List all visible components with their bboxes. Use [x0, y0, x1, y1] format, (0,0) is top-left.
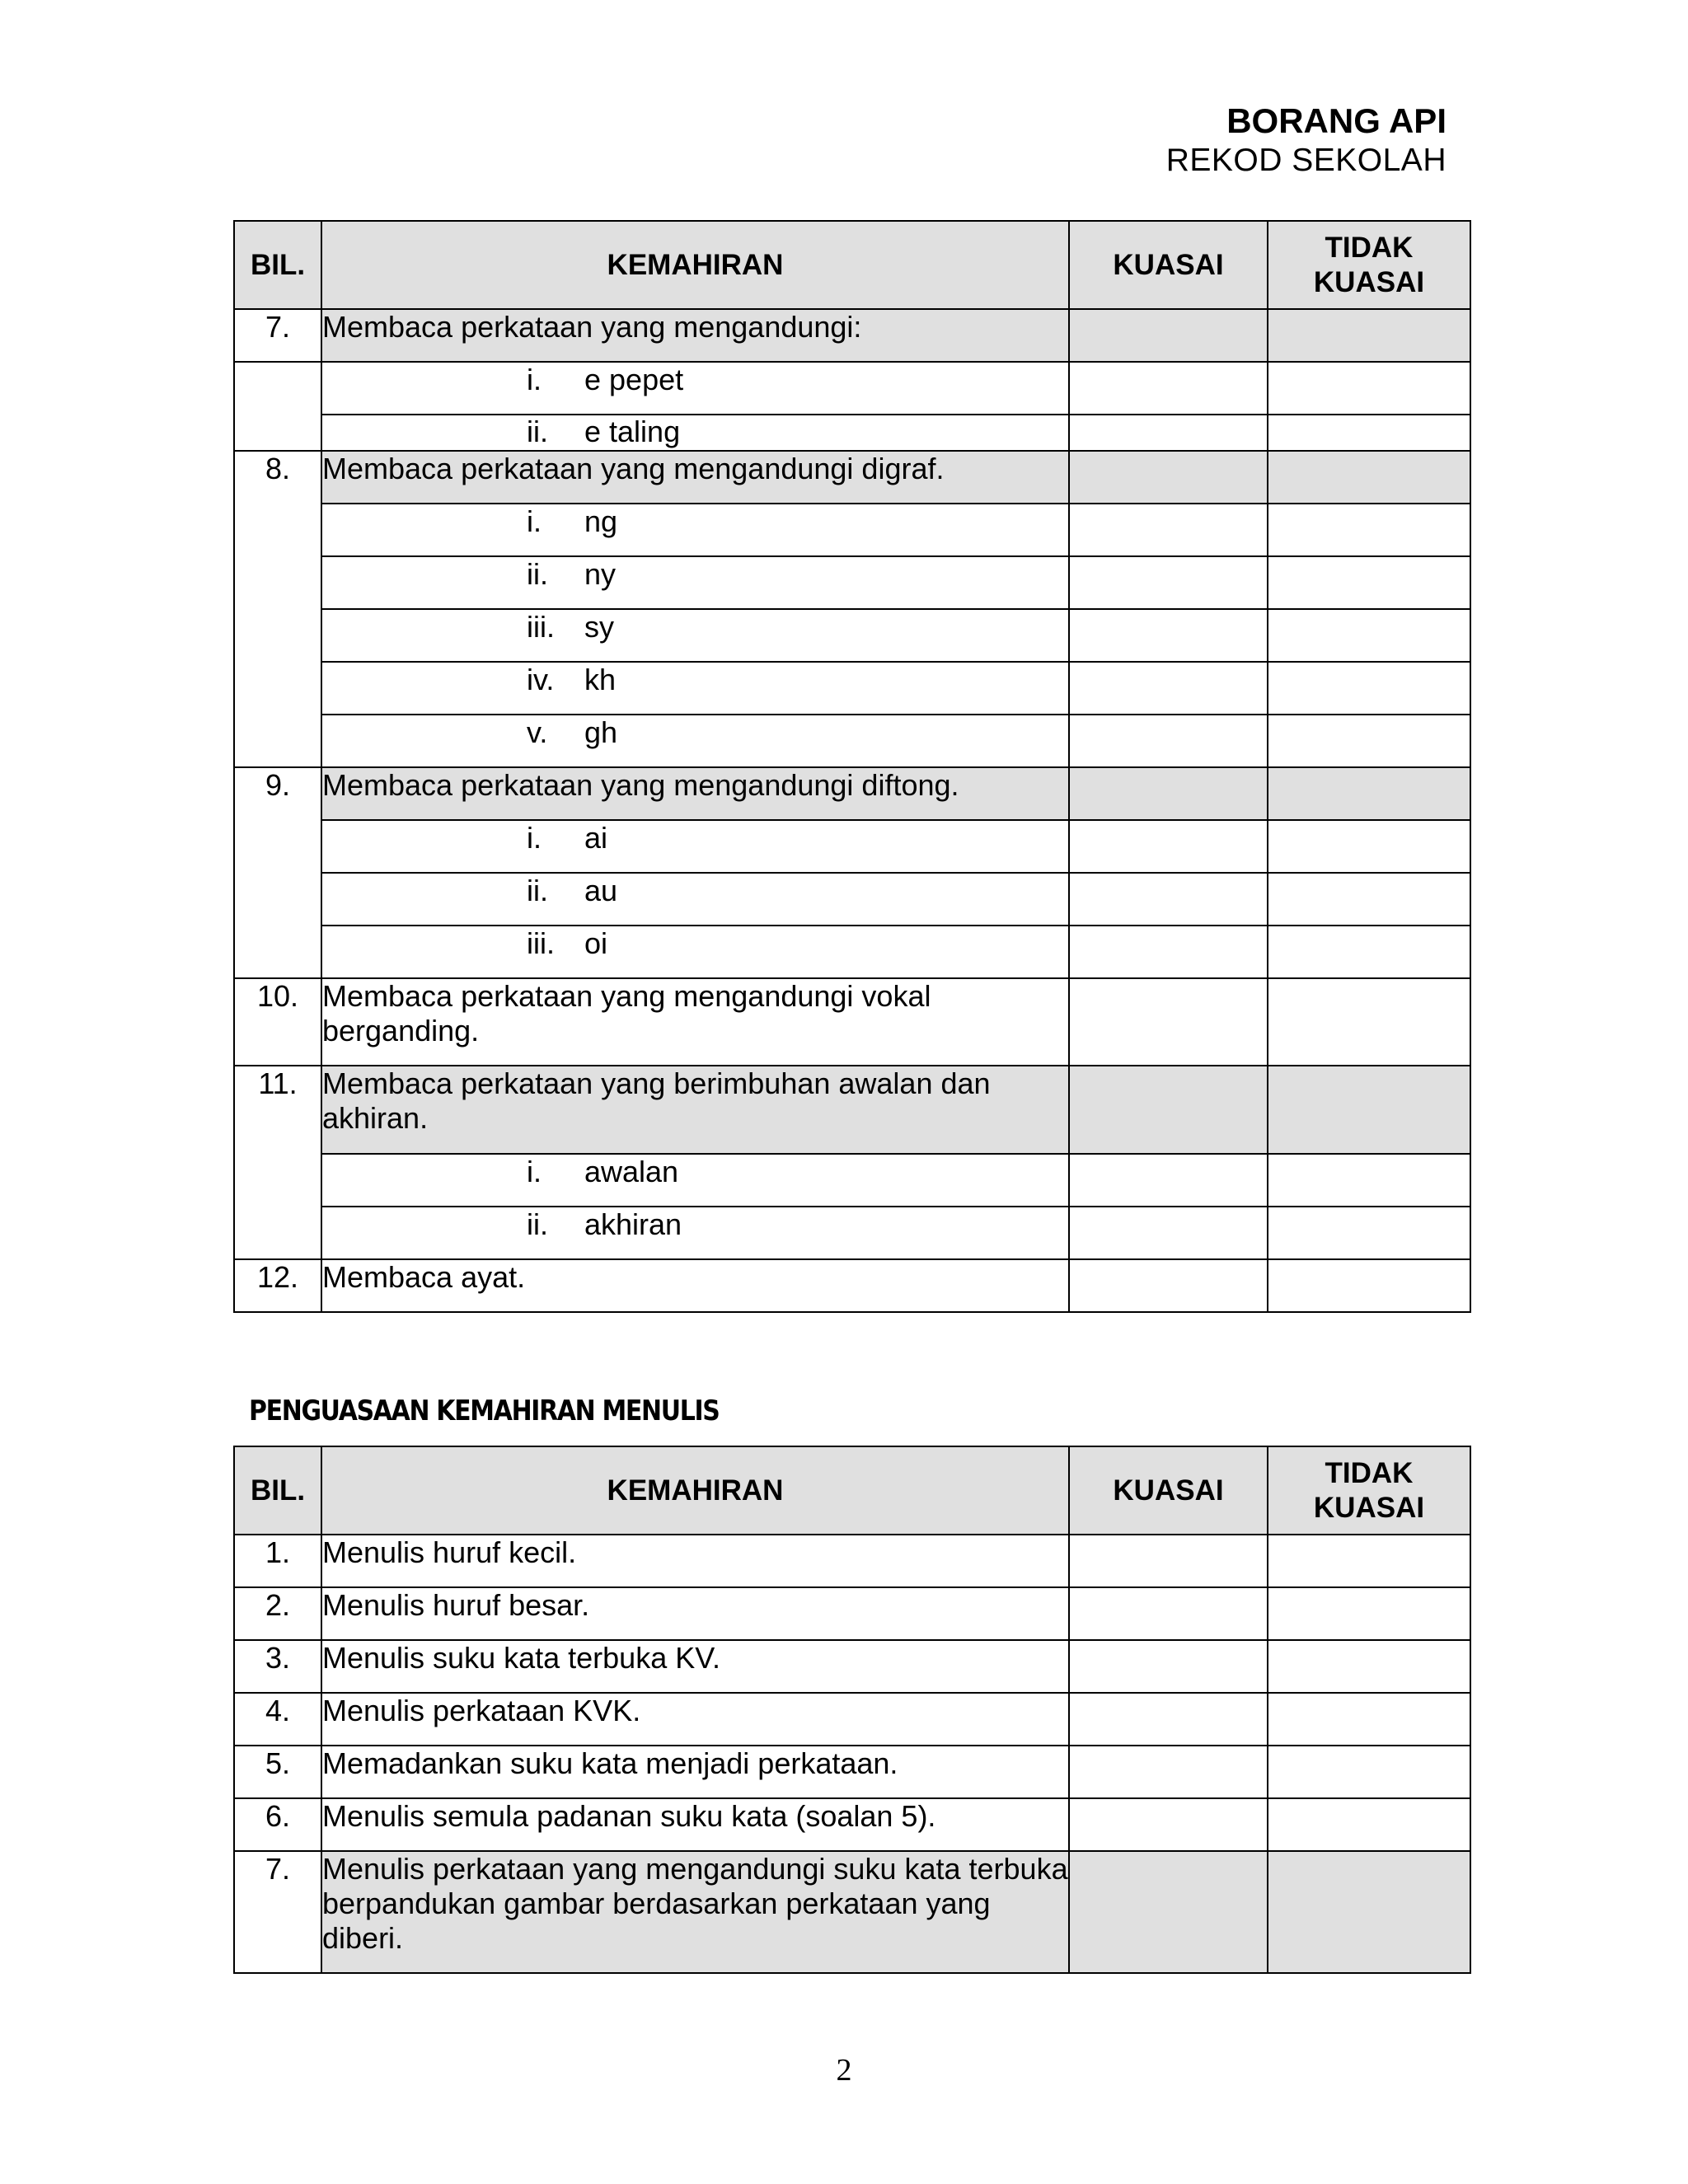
tidak-kuasai-checkbox-cell[interactable] [1268, 609, 1470, 662]
kuasai-checkbox-cell[interactable] [1069, 1587, 1268, 1640]
tidak-kuasai-checkbox-cell[interactable] [1268, 415, 1470, 451]
table-row [234, 362, 1470, 415]
table-header-row [234, 221, 1470, 309]
kuasai-checkbox-cell[interactable] [1069, 1154, 1268, 1207]
skill-text: Membaca perkataan yang mengandungi: [321, 309, 1069, 362]
sub-skill [321, 1154, 1069, 1207]
kuasai-checkbox-cell[interactable] [1069, 715, 1268, 767]
kuasai-checkbox-cell[interactable] [1069, 1798, 1268, 1851]
page-number: 2 [836, 2053, 852, 2088]
row-number-empty [234, 362, 321, 451]
tidak-kuasai-checkbox-cell[interactable] [1268, 362, 1470, 415]
table-row [234, 1259, 1470, 1312]
kuasai-checkbox-cell[interactable] [1069, 926, 1268, 978]
header-kuasai: KUASAI [1069, 221, 1268, 309]
sub-roman: i. [527, 363, 542, 396]
kuasai-checkbox-cell[interactable] [1069, 1640, 1268, 1693]
sub-text: ng [584, 504, 618, 538]
sub-roman: iii. [527, 926, 555, 960]
sub-text: kh [584, 663, 617, 696]
kuasai-checkbox-cell[interactable] [1069, 504, 1268, 556]
skill-text: Menulis huruf besar. [321, 1587, 1069, 1640]
table-row [234, 1587, 1470, 1640]
tidak-kuasai-checkbox-cell[interactable] [1268, 715, 1470, 767]
table-row [234, 1746, 1470, 1798]
row-number: 10. [234, 978, 321, 1066]
table-row [234, 1693, 1470, 1746]
tidak-kuasai-checkbox-cell[interactable] [1268, 556, 1470, 609]
row-number: 1. [234, 1535, 321, 1587]
tidak-kuasai-checkbox-cell[interactable] [1268, 451, 1470, 504]
skill-text: Menulis huruf kecil. [321, 1535, 1069, 1587]
tidak-kuasai-checkbox-cell[interactable] [1268, 1851, 1470, 1973]
table-row [234, 1066, 1470, 1154]
sub-text: oi [584, 926, 608, 960]
kuasai-checkbox-cell[interactable] [1069, 1535, 1268, 1587]
tidak-kuasai-checkbox-cell[interactable] [1268, 1154, 1470, 1207]
sub-skill [321, 415, 1069, 451]
kuasai-checkbox-cell[interactable] [1069, 1259, 1268, 1312]
row-number: 8. [234, 451, 321, 767]
tidak-kuasai-checkbox-cell[interactable] [1268, 1535, 1470, 1587]
form-subtitle: REKOD SEKOLAH [1165, 143, 1447, 178]
sub-roman: ii. [527, 874, 548, 907]
writing-section-heading: PENGUASAAN KEMAHIRAN MENULIS [249, 1394, 720, 1427]
table-row [234, 309, 1470, 362]
skill-text: Menulis perkataan KVK. [321, 1693, 1069, 1746]
kuasai-checkbox-cell[interactable] [1069, 415, 1268, 451]
kuasai-checkbox-cell[interactable] [1069, 1693, 1268, 1746]
skill-text: Membaca perkataan yang mengandungi digraf. [321, 451, 1069, 504]
table-row [234, 662, 1470, 715]
kuasai-checkbox-cell[interactable] [1069, 309, 1268, 362]
sub-roman: ii. [527, 557, 548, 591]
row-number: 3. [234, 1640, 321, 1693]
kuasai-checkbox-cell[interactable] [1069, 609, 1268, 662]
table-row [234, 926, 1470, 978]
row-number: 4. [234, 1693, 321, 1746]
row-number: 5. [234, 1746, 321, 1798]
table-row [234, 1851, 1470, 1973]
kuasai-checkbox-cell[interactable] [1069, 1746, 1268, 1798]
row-number: 9. [234, 767, 321, 978]
kuasai-checkbox-cell[interactable] [1069, 1066, 1268, 1154]
skill-text: Membaca perkataan yang berimbuhan awalan dan akhiran. [321, 1066, 1069, 1154]
kuasai-checkbox-cell[interactable] [1069, 451, 1268, 504]
sub-skill [321, 926, 1069, 978]
sub-text: awalan [584, 1155, 679, 1188]
tidak-kuasai-checkbox-cell[interactable] [1268, 504, 1470, 556]
tidak-kuasai-checkbox-cell[interactable] [1268, 873, 1470, 926]
header-bil: BIL. [234, 1446, 321, 1535]
sub-skill [321, 362, 1069, 415]
table-row [234, 415, 1470, 451]
tidak-kuasai-checkbox-cell[interactable] [1268, 1640, 1470, 1693]
sub-roman: ii. [527, 1207, 548, 1241]
table-row [234, 1207, 1470, 1259]
table-row [234, 715, 1470, 767]
table-row [234, 820, 1470, 873]
tidak-kuasai-checkbox-cell[interactable] [1268, 1207, 1470, 1259]
table-row [234, 556, 1470, 609]
table-row [234, 451, 1470, 504]
tidak-kuasai-checkbox-cell[interactable] [1268, 1693, 1470, 1746]
sub-text: au [584, 874, 618, 907]
kuasai-checkbox-cell[interactable] [1069, 873, 1268, 926]
header-tidak-kuasai: TIDAK KUASAI [1268, 1446, 1470, 1535]
skill-text: Memadankan suku kata menjadi perkataan. [321, 1746, 1069, 1798]
sub-roman: v. [527, 715, 548, 749]
table-header-row [234, 1446, 1470, 1535]
table-row [234, 504, 1470, 556]
header-kemahiran: KEMAHIRAN [321, 221, 1069, 309]
skill-text: Menulis perkataan yang mengandungi suku kata terbuka berpandukan gambar berdasarkan perkataan yang diberi. [321, 1851, 1069, 1973]
sub-text: gh [584, 715, 618, 749]
skill-text: Membaca ayat. [321, 1259, 1069, 1312]
sub-text: e pepet [584, 363, 684, 396]
table-row [234, 978, 1470, 1066]
kuasai-checkbox-cell[interactable] [1069, 978, 1268, 1066]
kuasai-checkbox-cell[interactable] [1069, 820, 1268, 873]
tidak-kuasai-checkbox-cell[interactable] [1268, 1066, 1470, 1154]
kuasai-checkbox-cell[interactable] [1069, 1851, 1268, 1973]
sub-roman: i. [527, 1155, 542, 1188]
sub-skill [321, 504, 1069, 556]
sub-text: sy [584, 610, 614, 644]
skill-text: Membaca perkataan yang mengandungi diftong. [321, 767, 1069, 820]
tidak-kuasai-checkbox-cell[interactable] [1268, 820, 1470, 873]
header-kemahiran: KEMAHIRAN [321, 1446, 1069, 1535]
table-row [234, 1640, 1470, 1693]
sub-text: ny [584, 557, 617, 591]
sub-roman: i. [527, 821, 542, 855]
tidak-kuasai-checkbox-cell[interactable] [1268, 1587, 1470, 1640]
kuasai-checkbox-cell[interactable] [1069, 662, 1268, 715]
reading-skills-table [233, 220, 1471, 1313]
row-number: 11. [234, 1066, 321, 1259]
table-row [234, 1154, 1470, 1207]
writing-skills-table [233, 1446, 1471, 1974]
sub-skill [321, 556, 1069, 609]
header-bil: BIL. [234, 221, 321, 309]
sub-roman: iv. [527, 663, 555, 696]
sub-text: ai [584, 821, 608, 855]
tidak-kuasai-checkbox-cell[interactable] [1268, 1798, 1470, 1851]
tidak-kuasai-checkbox-cell[interactable] [1268, 309, 1470, 362]
tidak-kuasai-checkbox-cell[interactable] [1268, 767, 1470, 820]
skill-text: Membaca perkataan yang mengandungi vokal berganding. [321, 978, 1069, 1066]
sub-roman: ii. [527, 415, 548, 448]
sub-roman: iii. [527, 610, 555, 644]
sub-text: e taling [584, 415, 681, 448]
kuasai-checkbox-cell[interactable] [1069, 362, 1268, 415]
table-row [234, 609, 1470, 662]
kuasai-checkbox-cell[interactable] [1069, 556, 1268, 609]
skill-text: Menulis semula padanan suku kata (soalan 5). [321, 1798, 1069, 1851]
sub-skill [321, 873, 1069, 926]
row-number: 6. [234, 1798, 321, 1851]
table-row [234, 767, 1470, 820]
kuasai-checkbox-cell[interactable] [1069, 1207, 1268, 1259]
tidak-kuasai-checkbox-cell[interactable] [1268, 1746, 1470, 1798]
row-number: 7. [234, 309, 321, 362]
tidak-kuasai-checkbox-cell[interactable] [1268, 926, 1470, 978]
kuasai-checkbox-cell[interactable] [1069, 767, 1268, 820]
row-number: 2. [234, 1587, 321, 1640]
tidak-kuasai-checkbox-cell[interactable] [1268, 662, 1470, 715]
table-row [234, 1535, 1470, 1587]
tidak-kuasai-checkbox-cell[interactable] [1268, 1259, 1470, 1312]
table-row [234, 873, 1470, 926]
sub-skill [321, 820, 1069, 873]
sub-skill [321, 715, 1069, 767]
tidak-kuasai-checkbox-cell[interactable] [1268, 978, 1470, 1066]
header-tidak-kuasai: TIDAK KUASAI [1268, 221, 1470, 309]
sub-skill [321, 1207, 1069, 1259]
sub-skill [321, 662, 1069, 715]
table-row [234, 1798, 1470, 1851]
row-number: 7. [234, 1851, 321, 1973]
form-title: BORANG API [1226, 101, 1447, 140]
sub-text: akhiran [584, 1207, 682, 1241]
form-title-block [1166, 101, 1447, 180]
sub-skill [321, 609, 1069, 662]
skill-text: Menulis suku kata terbuka KV. [321, 1640, 1069, 1693]
header-kuasai: KUASAI [1069, 1446, 1268, 1535]
sub-roman: i. [527, 504, 542, 538]
row-number: 12. [234, 1259, 321, 1312]
